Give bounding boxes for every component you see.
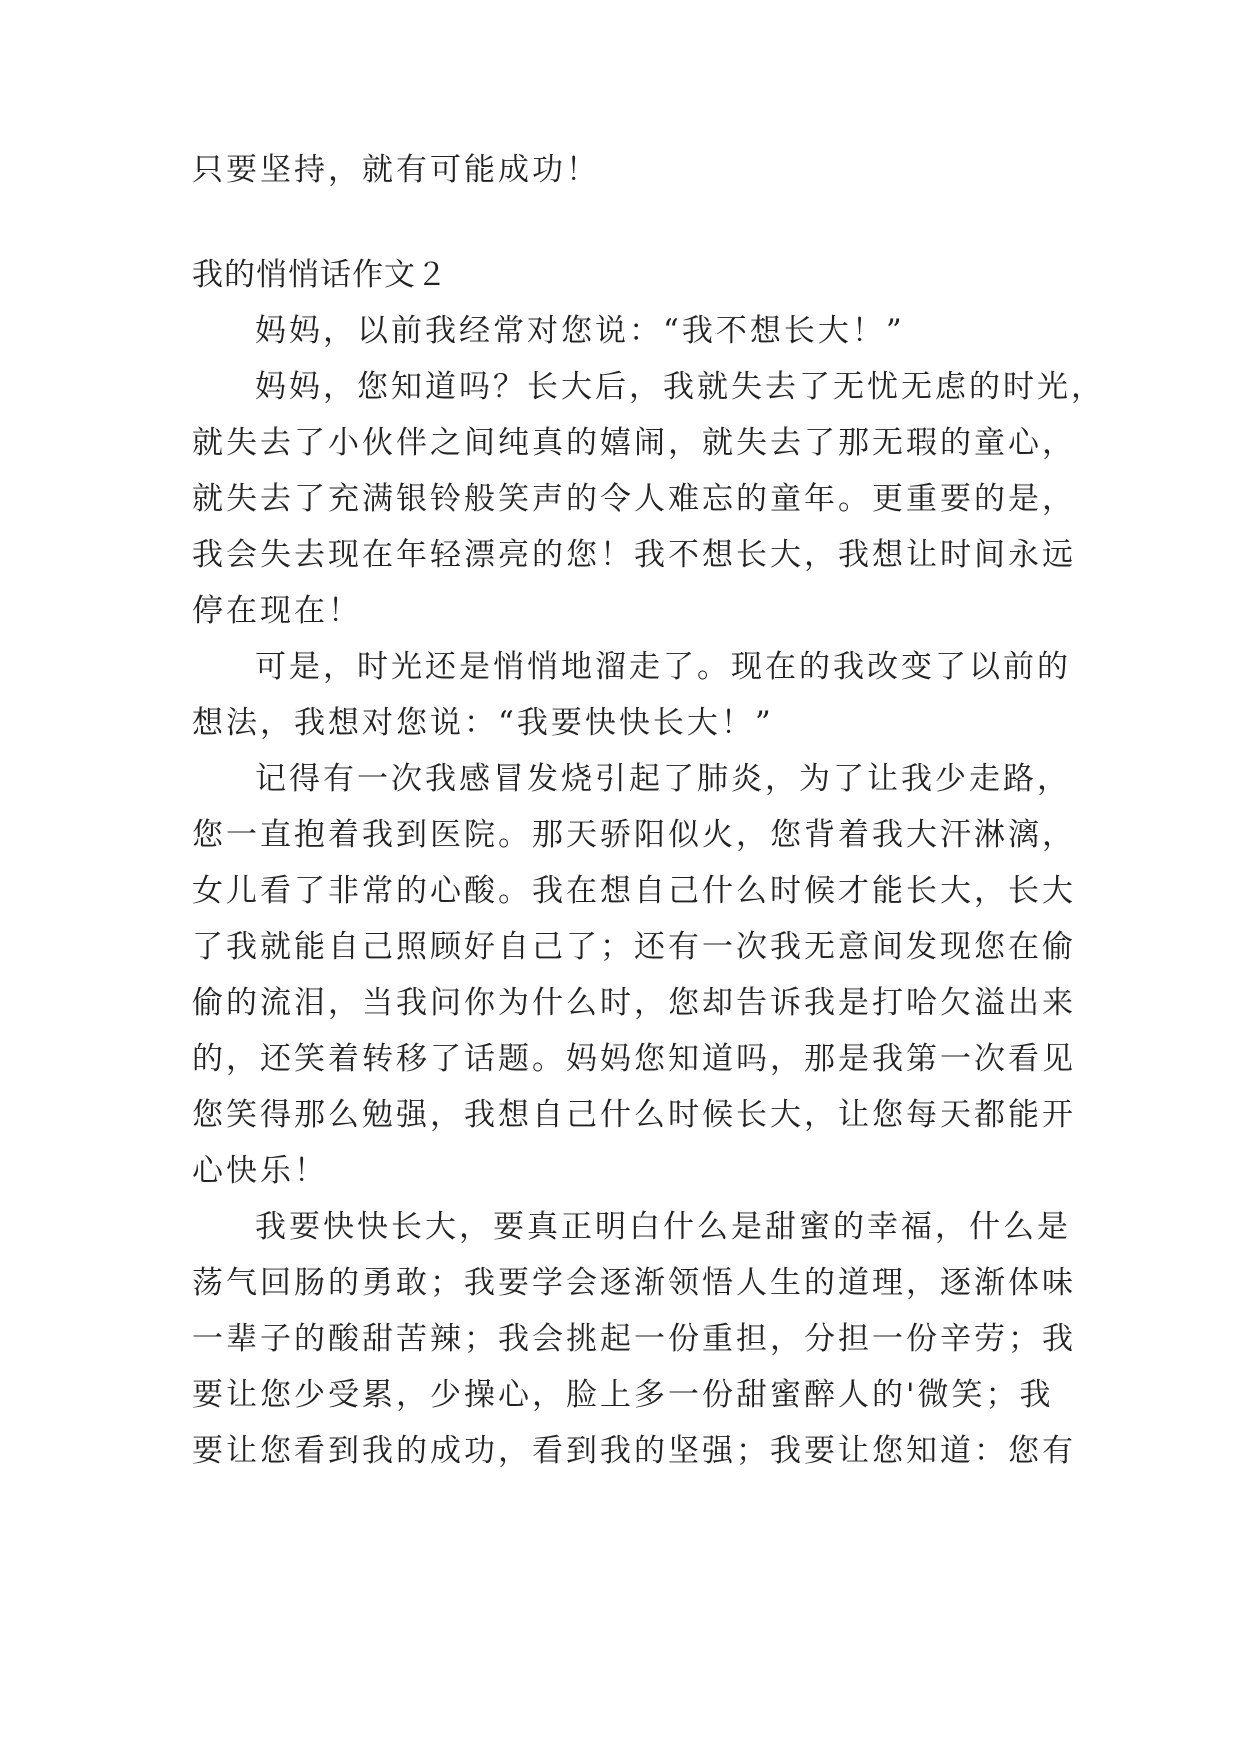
paragraph-line: 一辈子的酸甜苦辣；我会挑起一份重担，分担一份辛劳；我 <box>192 1321 1076 1357</box>
paragraph-line: 停在现在！ <box>192 593 362 629</box>
intro-line: 只要坚持，就有可能成功！ <box>192 152 600 188</box>
paragraph-line: 您一直抱着我到医院。那天骄阳似火，您背着我大汗淋漓， <box>192 817 1076 853</box>
paragraph-line: 就失去了小伙伴之间纯真的嬉闹，就失去了那无瑕的童心， <box>192 425 1076 461</box>
paragraph-line: 了我就能自己照顾好自己了；还有一次我无意间发现您在偷 <box>192 929 1076 965</box>
paragraph-line: 妈妈，您知道吗？长大后，我就失去了无忧无虑的时光， <box>255 369 1105 405</box>
paragraph-line: 妈妈，以前我经常对您说：“我不想长大！” <box>255 313 905 349</box>
paragraph-line: 心快乐！ <box>192 1153 328 1189</box>
paragraph-line: 记得有一次我感冒发烧引起了肺炎，为了让我少走路， <box>255 761 1071 797</box>
paragraph-line: 的，还笑着转移了话题。妈妈您知道吗，那是我第一次看见 <box>192 1041 1076 1077</box>
paragraph-line: 荡气回肠的勇敢；我要学会逐渐领悟人生的道理，逐渐体味 <box>192 1265 1076 1301</box>
paragraph-line: 女儿看了非常的心酸。我在想自己什么时候才能长大，长大 <box>192 873 1076 909</box>
paragraph-line: 偷的流泪，当我问你为什么时，您却告诉我是打哈欠溢出来 <box>192 985 1076 1021</box>
paragraph-line: 我要快快长大，要真正明白什么是甜蜜的幸福，什么是 <box>255 1209 1071 1245</box>
paragraph-line: 您笑得那么勉强，我想自己什么时候长大，让您每天都能开 <box>192 1097 1076 1133</box>
essay-title: 我的悄悄话作文２ <box>192 257 448 293</box>
paragraph-line: 想法，我想对您说：“我要快快长大！” <box>192 705 774 741</box>
paragraph-line: 就失去了充满银铃般笑声的令人难忘的童年。更重要的是， <box>192 481 1076 517</box>
paragraph-line: 要让您看到我的成功，看到我的坚强；我要让您知道：您有 <box>192 1433 1076 1469</box>
paragraph-line: 要让您少受累，少操心，脸上多一份甜蜜醉人的'微笑；我 <box>192 1377 1054 1413</box>
paragraph-line: 我会失去现在年轻漂亮的您！我不想长大，我想让时间永远 <box>192 537 1076 573</box>
paragraph-line: 可是，时光还是悄悄地溜走了。现在的我改变了以前的 <box>255 649 1071 685</box>
